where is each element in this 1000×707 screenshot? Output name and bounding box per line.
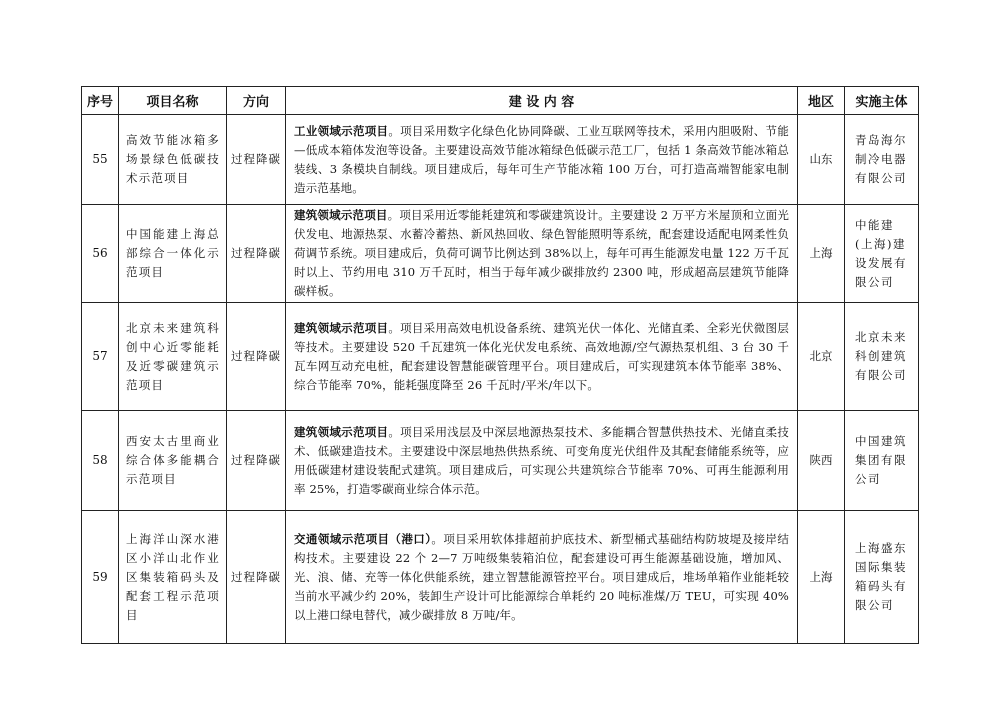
- row-direction: 过程降碳: [227, 115, 286, 205]
- row-content: [286, 303, 798, 411]
- row-org: 中能建(上海)建设发展有限公司: [845, 205, 919, 303]
- row-org: 中国建筑集团有限公司: [845, 411, 919, 511]
- content-body: 。项目采用数字化绿色化协同降碳、工业互联网等技术，采用内胆吸附、节能—低成本箱体发泡等设备。主要建设高效节能冰箱绿色低碳示范工厂，包括 1 条高效节能冰箱总装线、3 条模块自制线。项目建成后，每年可生产节能冰箱 100 万台，可打造高端智能家电制造示范基地。: [294, 123, 789, 195]
- row-region: 上海: [798, 205, 845, 303]
- row-content: [286, 411, 798, 511]
- row-project-name: 上海洋山深水港区小洋山北作业区集装箱码头及配套工程示范项目: [119, 511, 227, 644]
- row-project-name: 高效节能冰箱多场景绿色低碳技术示范项目: [119, 115, 227, 205]
- row-org: 青岛海尔制冷电器有限公司: [845, 115, 919, 205]
- table-row: [82, 205, 919, 303]
- row-org: 上海盛东国际集装箱码头有限公司: [845, 511, 919, 644]
- table-row: [82, 115, 919, 205]
- row-project-name: 西安太古里商业综合体多能耦合示范项目: [119, 411, 227, 511]
- header-region: 地区: [798, 87, 845, 115]
- row-direction: 过程降碳: [227, 511, 286, 644]
- row-no: 55: [82, 115, 119, 205]
- content-body: 。项目采用浅层及中深层地源热泵技术、多能耦合智慧供热技术、光储直柔技术、低碳建造技术。主要建设中深层地热供热系统、可变角度光伏组件及其配套储能系统等，应用低碳建材建设装配式建筑。项目建成后，可实现公共建筑综合节能率 70%、可再生能源利用率 25%，打造零碳商业综合体示范。: [294, 424, 789, 496]
- table-row: [82, 511, 919, 644]
- table-row: [82, 411, 919, 511]
- row-region: 陕西: [798, 411, 845, 511]
- row-no: 56: [82, 205, 119, 303]
- row-region: 北京: [798, 303, 845, 411]
- header-no: 序号: [82, 87, 119, 115]
- content-body: 。项目采用近零能耗建筑和零碳建筑设计。主要建设 2 万平方米屋顶和立面光伏发电、地源热泵、水蓄冷蓄热、新风热回收、绿色智能照明等系统，配套建设适配电网柔性负荷调节系统。项目建成后，负荷可调节比例达到 38%以上，每年可再生能源发电量 122 万千瓦时以上、节约用电 310 万千瓦时，相当于每年减少碳排放约 2300 吨，形成超高层建筑节能降碳样板。: [294, 208, 789, 298]
- row-content: [286, 205, 798, 303]
- row-org: 北京未来科创建筑有限公司: [845, 303, 919, 411]
- content-body: 。项目采用软体排超前护底技术、新型桶式基础结构防坡堤及接岸结构技术。主要建设 22 个 2—7 万吨级集装箱泊位，配套建设可再生能源基础设施，增加风、光、浪、储、充等一体化供能系统，建立智慧能源管控平台。项目建成后，堆场单箱作业能耗较当前水平减少约 20%，装卸生产设计可比能源综合单耗约 20 吨标准煤/万 TEU，可实现 40%以上港口绿电替代，减少碳排放 8 万吨/年。: [294, 531, 789, 622]
- row-direction: 过程降碳: [227, 205, 286, 303]
- row-no: 58: [82, 411, 119, 511]
- row-direction: 过程降碳: [227, 303, 286, 411]
- content-category: 建筑领域示范项目: [294, 424, 389, 439]
- row-region: 山东: [798, 115, 845, 205]
- row-content: [286, 511, 798, 644]
- project-table: [81, 86, 919, 644]
- content-category: 工业领域示范项目: [294, 123, 389, 138]
- table-row: [82, 303, 919, 411]
- header-direction: 方向: [227, 87, 286, 115]
- content-category: 交通领域示范项目（港口）: [294, 531, 432, 546]
- row-direction: 过程降碳: [227, 411, 286, 511]
- row-region: 上海: [798, 511, 845, 644]
- row-no: 59: [82, 511, 119, 644]
- content-category: 建筑领域示范项目: [294, 320, 389, 335]
- header-project-name: 项目名称: [119, 87, 227, 115]
- header-content: 建 设 内 容: [286, 87, 798, 115]
- row-content: [286, 115, 798, 205]
- header-org: 实施主体: [845, 87, 919, 115]
- content-body: 。项目采用高效电机设备系统、建筑光伏一体化、光储直柔、全彩光伏微图层等技术。主要建设 520 千瓦建筑一体化光伏发电系统、高效地源/空气源热泵机组、3 台 30 千瓦车网互动充电桩，配套建设智慧能碳管理平台。项目建成后，可实现建筑本体节能率 38%、综合节能率 70%，能耗强度降至 26 千瓦时/平米/年以下。: [294, 320, 789, 392]
- content-category: 建筑领域示范项目: [294, 208, 388, 222]
- row-no: 57: [82, 303, 119, 411]
- row-project-name: 北京未来建筑科创中心近零能耗及近零碳建筑示范项目: [119, 303, 227, 411]
- table-header-row: [82, 87, 919, 115]
- row-project-name: 中国能建上海总部综合一体化示范项目: [119, 205, 227, 303]
